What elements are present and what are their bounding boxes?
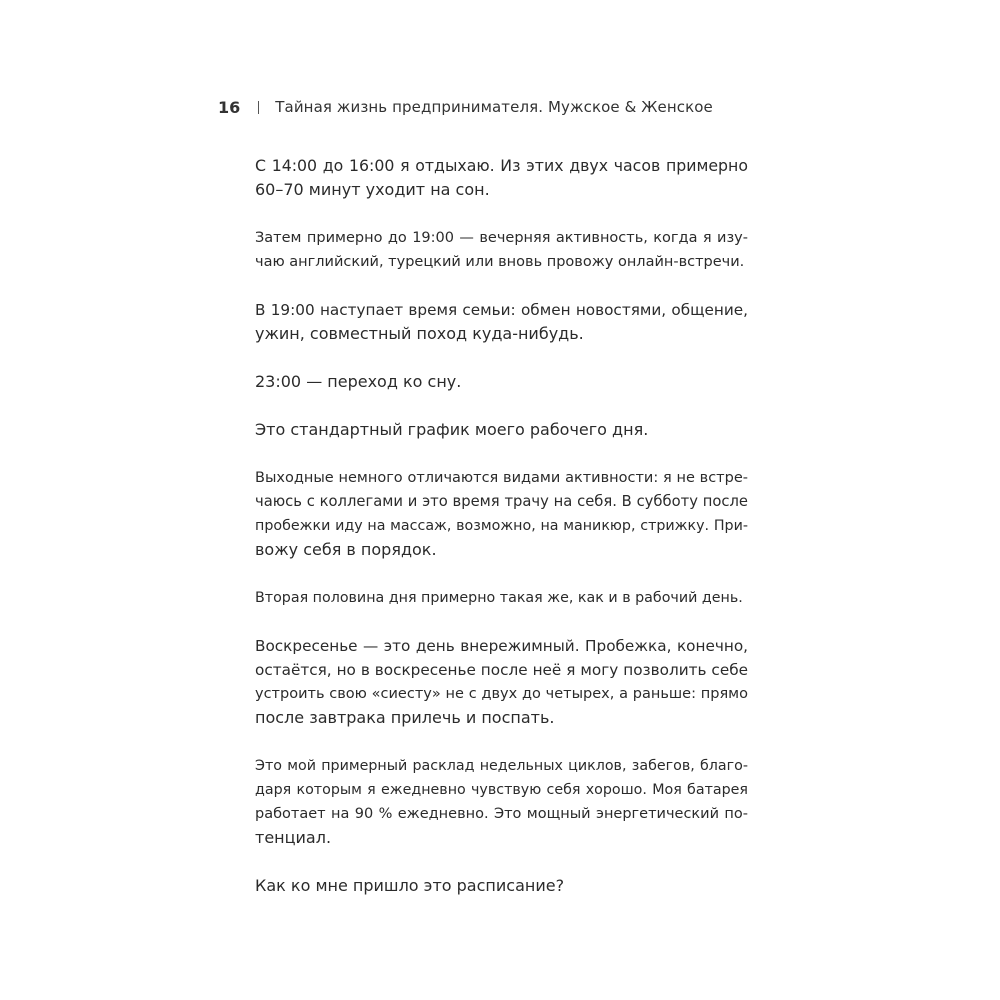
page-number: 16: [218, 97, 241, 117]
text-line: работает на 90 % ежедневно. Это мощный энергетический по-: [255, 806, 748, 822]
book-title: Тайная жизнь предпринимателя. Мужское & Женское: [275, 98, 713, 116]
text-line: Как ко мне пришло это расписание?: [255, 876, 565, 895]
text-line: Это стандартный график моего рабочего дня.: [255, 420, 649, 439]
body-text: [255, 154, 748, 922]
text-line: устроить свою «сиесту» не с двух до четырех, а раньше: прямо: [255, 686, 748, 702]
paragraph: [255, 874, 748, 898]
text-line: 23:00 — переход ко сну.: [255, 372, 462, 391]
text-line: Затем примерно до 19:00 — вечерняя активность, когда я изу-: [255, 230, 748, 246]
text-line: 60–70 минут уходит на сон.: [255, 180, 490, 199]
text-line: вожу себя в порядок.: [255, 540, 437, 559]
text-line: В 19:00 наступает время семьи: обмен новостями, общение,: [255, 301, 748, 319]
paragraph: [255, 298, 748, 346]
header-separator: [258, 101, 259, 114]
text-line: чаю английский, турецкий или вновь провожу онлайн-встречи.: [255, 254, 745, 270]
paragraph: [255, 226, 748, 274]
text-line: Выходные немного отличаются видами активности: я не встре-: [255, 470, 748, 486]
text-line: после завтрака прилечь и поспать.: [255, 708, 555, 727]
running-head: [218, 96, 713, 118]
paragraph: [255, 154, 748, 202]
paragraph: [255, 466, 748, 562]
text-line: остаётся, но в воскресенье после неё я могу позволить себе: [255, 661, 748, 679]
text-line: даря которым я ежедневно чувствую себя хорошо. Моя батарея: [255, 782, 748, 798]
text-line: пробежки иду на массаж, возможно, на маникюр, стрижку. При-: [255, 518, 748, 534]
paragraph: [255, 754, 748, 850]
paragraph: [255, 370, 748, 394]
paragraph: [255, 418, 748, 442]
text-line: Воскресенье — это день внережимный. Пробежка, конечно,: [255, 637, 748, 655]
text-line: чаюсь с коллегами и это время трачу на себя. В субботу после: [255, 493, 748, 510]
text-line: С 14:00 до 16:00 я отдыхаю. Из этих двух часов примерно: [255, 156, 748, 175]
text-line: Это мой примерный расклад недельных циклов, забегов, благо-: [255, 758, 748, 774]
text-line: ужин, совместный поход куда-нибудь.: [255, 324, 584, 343]
paragraph: [255, 586, 748, 610]
text-line: Вторая половина дня примерно такая же, как и в рабочий день.: [255, 590, 743, 606]
text-line: тенциал.: [255, 828, 332, 847]
paragraph: [255, 634, 748, 730]
